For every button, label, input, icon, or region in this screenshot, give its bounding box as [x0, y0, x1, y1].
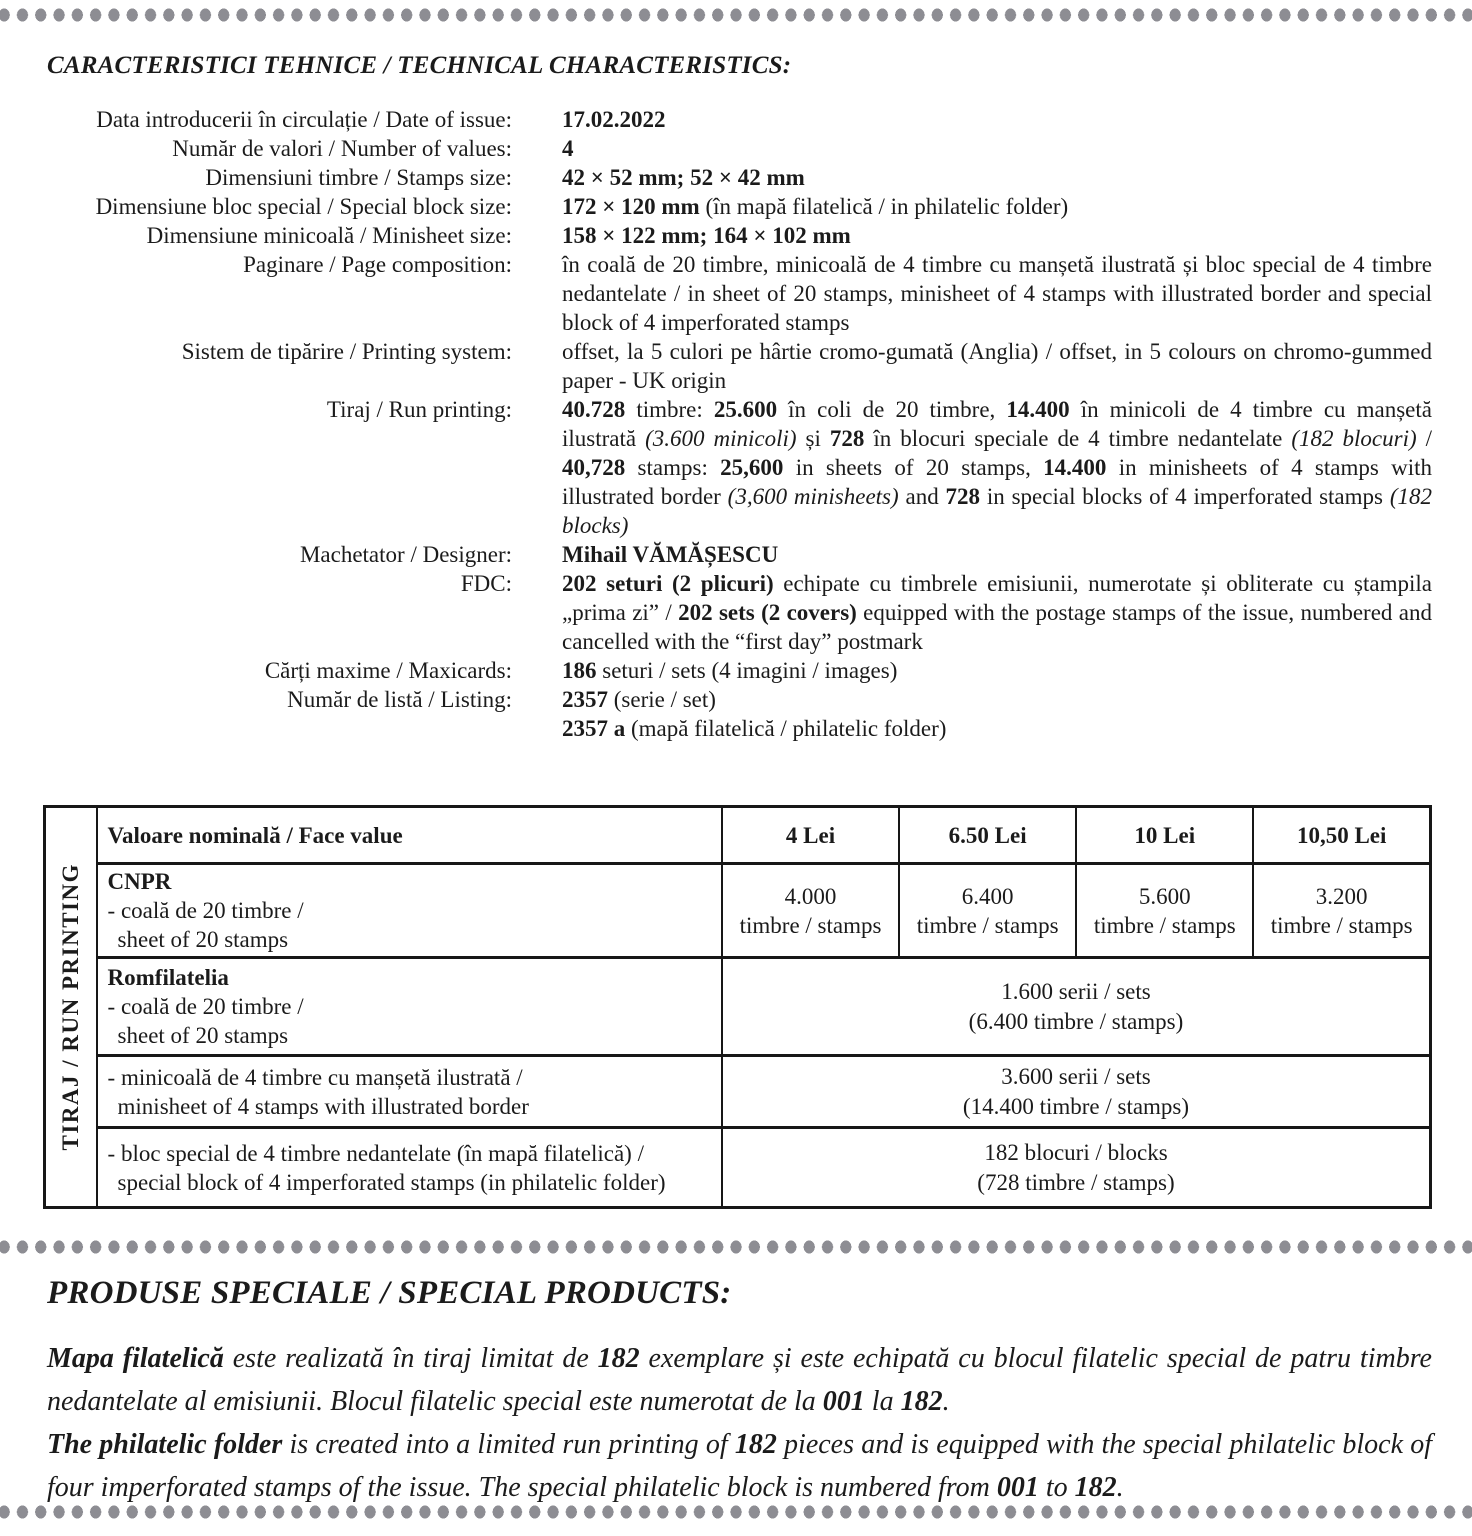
table-side-label: TIRAJ / RUN PRINTING — [57, 863, 83, 1151]
detail-value: 42 × 52 mm; 52 × 42 mm — [562, 165, 805, 190]
table-row-romfilatelia — [45, 958, 1431, 1056]
value-unit: timbre / stamps — [1093, 912, 1236, 938]
table-header-col-1: 4 Lei — [722, 807, 899, 864]
detail-label: Cărți maxime / Maxicards: — [264, 658, 512, 683]
detail-row-printing-system — [47, 337, 1432, 395]
detail-label: Paginare / Page composition: — [243, 252, 512, 277]
cnpr-value-650lei — [899, 864, 1076, 958]
value-unit: timbre / stamps — [739, 912, 882, 938]
detail-row-special-block-size — [47, 192, 1432, 221]
cnpr-value-10lei — [1076, 864, 1253, 958]
detail-label: Număr de listă / Listing: — [287, 687, 512, 712]
detail-row-number-of-values — [47, 134, 1432, 163]
detail-value: 40.728 timbre: 25.600 în coli de 20 timbre, 14.400 în minicoli de 4 timbre cu manșetă ilustrată (3.600 minicoli) și 728 în blocuri speciale de 4 timbre nedantelate (182 blocuri) / 40,728 stamps: 25,600 in sheets of 20 stamps, 14.400 in minisheets of 4 stamps with illustrated border (3,600 minisheets) and 728 in special blocks of 4 imperforated stamps (182 blocks) — [562, 397, 1433, 538]
row-org-name: CNPR — [107, 869, 172, 894]
value-count: 5.600 — [1138, 883, 1191, 909]
table-header-col-2: 6.50 Lei — [899, 807, 1076, 864]
table-row-label — [97, 1128, 722, 1208]
value-unit: timbre / stamps — [1270, 912, 1413, 938]
detail-value: 17.02.2022 — [562, 107, 666, 132]
detail-label: Tiraj / Run printing: — [326, 397, 512, 422]
technical-details-list — [47, 105, 1432, 743]
value-count: 6.400 — [961, 883, 1014, 909]
detail-value: 172 × 120 mm (în mapă filatelică / in philatelic folder) — [562, 194, 1069, 219]
value-count: 1.600 serii / sets — [1001, 978, 1151, 1004]
detail-row-maxicards — [47, 656, 1432, 685]
row-label-line: - coală de 20 timbre / — [107, 898, 304, 923]
detail-row-date-of-issue — [47, 105, 1432, 134]
detail-row-stamps-size — [47, 163, 1432, 192]
dotted-separator-bottom — [0, 1505, 1472, 1519]
special-products-title: PRODUSE SPECIALE / SPECIAL PRODUCTS: — [47, 1275, 732, 1311]
dotted-separator-middle — [0, 1240, 1472, 1254]
detail-label: Dimensiune bloc special / Special block size: — [95, 194, 512, 219]
detail-value: 2357 a (mapă filatelică / philatelic folder) — [562, 716, 947, 741]
table-header-face-value: Valoare nominală / Face value — [97, 807, 722, 864]
table-row-label — [97, 958, 722, 1056]
row-label-line: sheet of 20 stamps — [117, 927, 289, 952]
detail-value: offset, la 5 culori pe hârtie cromo-gumată (Anglia) / offset, in 5 colours on chromo-gummed paper - UK origin — [562, 339, 1432, 393]
detail-label: Data introducerii în circulație / Date of issue: — [96, 107, 512, 132]
detail-value: în coală de 20 timbre, minicoală de 4 timbre cu manșetă ilustrată și bloc special de 4 timbre nedantelate / in sheet of 20 stamps, minisheet of 4 stamps with illustrated border and special block of 4 imperforated stamps — [562, 252, 1432, 335]
detail-row-designer — [47, 540, 1432, 569]
value-count: 3.600 serii / sets — [1001, 1063, 1151, 1089]
table-side-cell — [45, 807, 97, 1208]
value-count: 4.000 — [784, 883, 837, 909]
detail-label: Machetator / Designer: — [299, 542, 512, 567]
special-paragraph-en: The philatelic folder is created into a limited run printing of 182 pieces and is equipped with the special philatelic block of four imperforated stamps of the issue. The special philatelic block is numbered from 001 to 182. — [47, 1429, 1432, 1503]
row-label-line: - coală de 20 timbre / — [107, 994, 304, 1019]
detail-value: 4 — [562, 136, 574, 161]
table-row-cnpr — [45, 864, 1431, 958]
row-label-line: special block of 4 imperforated stamps (in philatelic folder) — [117, 1169, 666, 1195]
row-label-line: minisheet of 4 stamps with illustrated border — [117, 1093, 529, 1119]
detail-label: Dimensiuni timbre / Stamps size: — [205, 165, 512, 190]
cnpr-value-1050lei — [1253, 864, 1430, 958]
detail-row-fdc — [47, 569, 1432, 656]
special-block-merged-value — [722, 1128, 1431, 1208]
detail-value: Mihail VĂMĂȘESCU — [562, 542, 779, 567]
special-paragraph-ro: Mapa filatelică este realizată în tiraj limitat de 182 exemplare și este echipată cu blocul filatelic special de patru timbre nedantelate al emisiunii. Blocul filatelic special este numerotat de la 001 la 182. — [47, 1343, 1432, 1417]
cnpr-value-4lei — [722, 864, 899, 958]
table-row-minisheet — [45, 1056, 1431, 1128]
detail-value: 202 seturi (2 plicuri) echipate cu timbrele emisiunii, numerotate și obliterate cu ștampila „prima zi” / 202 sets (2 covers) equipped with the postage stamps of the issue, numbered and cancelled with the “first day” postmark — [562, 571, 1432, 654]
technical-characteristics-title: CARACTERISTICI TEHNICE / TECHNICAL CHARACTERISTICS: — [47, 52, 792, 79]
special-products-text — [47, 1337, 1432, 1509]
detail-label: Număr de valori / Number of values: — [172, 136, 512, 161]
table-row-special-block — [45, 1128, 1431, 1208]
detail-row-listing-folder — [47, 714, 1432, 743]
detail-value: 186 seturi / sets (4 imagini / images) — [562, 658, 898, 683]
detail-row-page-composition — [47, 250, 1432, 337]
detail-label: Dimensiune minicoală / Minisheet size: — [146, 223, 512, 248]
table-row-label — [97, 864, 722, 958]
row-org-name: Romfilatelia — [107, 965, 229, 990]
table-header-col-4: 10,50 Lei — [1253, 807, 1430, 864]
minisheet-merged-value — [722, 1056, 1431, 1128]
value-unit: (6.400 timbre / stamps) — [968, 1008, 1184, 1034]
value-unit: (14.400 timbre / stamps) — [962, 1093, 1190, 1119]
detail-label — [47, 714, 512, 743]
table-header-row — [45, 807, 1431, 864]
value-unit: (728 timbre / stamps) — [977, 1169, 1175, 1195]
detail-value: 158 × 122 mm; 164 × 102 mm — [562, 223, 851, 248]
run-printing-table — [43, 805, 1432, 1209]
detail-label: Sistem de tipărire / Printing system: — [181, 339, 512, 364]
table-header-col-3: 10 Lei — [1076, 807, 1253, 864]
romfilatelia-merged-value — [722, 958, 1431, 1056]
value-count: 182 blocuri / blocks — [984, 1139, 1168, 1165]
detail-value: 2357 (serie / set) — [562, 687, 716, 712]
row-label-line: sheet of 20 stamps — [117, 1023, 289, 1048]
row-label-line: - bloc special de 4 timbre nedantelate (în mapă filatelică) / — [107, 1140, 644, 1166]
detail-row-listing — [47, 685, 1432, 714]
value-count: 3.200 — [1315, 883, 1368, 909]
table-row-label — [97, 1056, 722, 1128]
detail-row-minisheet-size — [47, 221, 1432, 250]
detail-row-run-printing — [47, 395, 1432, 540]
row-label-line: - minicoală de 4 timbre cu manșetă ilustrată / — [107, 1064, 523, 1090]
value-unit: timbre / stamps — [916, 912, 1059, 938]
detail-label: FDC: — [460, 571, 512, 596]
